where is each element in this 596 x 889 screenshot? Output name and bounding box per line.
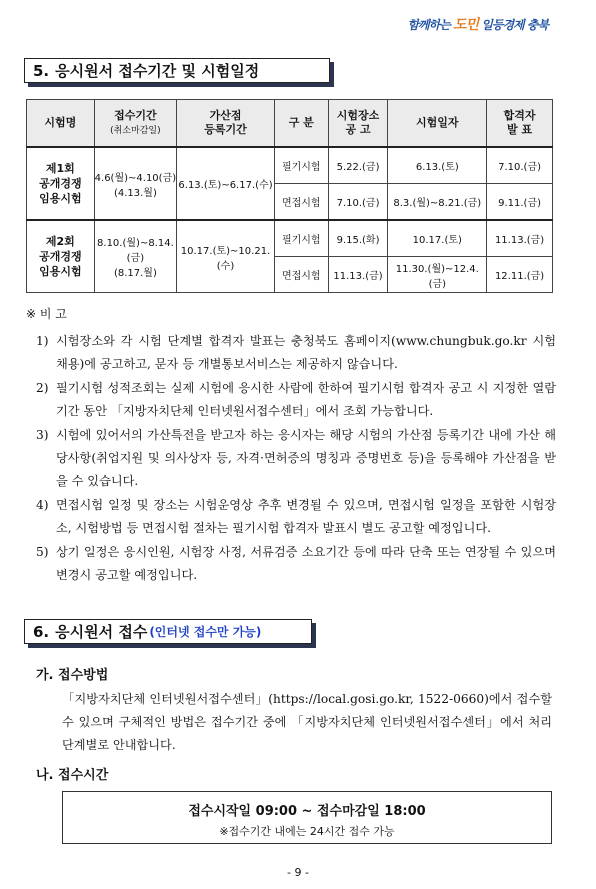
note-item: 2) 필기시험 성적조회는 실제 시험에 응시한 사람에 한하여 필기시험 합격자 공고 시 지정한 열람기간 동안 「지방자치단체 인터넷원서접수센터」에서 조회 가능합니다.	[36, 381, 556, 418]
application-time-box	[62, 791, 552, 844]
application-period-cell: 8.10.(월)~8.14.(금) (8.17.월)	[94, 220, 176, 293]
section-note: (인터넷 접수만 가능)	[149, 625, 262, 639]
notice-cell: 11.13.(금)	[328, 257, 388, 293]
logo-text-3: 일등경제	[478, 18, 527, 32]
result-cell: 9.11.(금)	[487, 184, 553, 221]
exam-date-cell: 10.17.(토)	[388, 220, 487, 257]
notice-cell: 5.22.(금)	[328, 147, 388, 184]
page-number: - 9 -	[287, 866, 309, 879]
application-time-note: ※접수기간 내에는 24시간 접수 가능	[219, 825, 395, 838]
logo-text-2: 도민	[453, 17, 479, 33]
exam-schedule-table	[26, 99, 553, 293]
subheading-time: 나. 접수시간	[36, 768, 109, 783]
header-logo	[407, 14, 548, 34]
table-header-row	[27, 100, 553, 148]
exam-name-cell: 제2회 공개경쟁 임용시험	[27, 220, 95, 293]
note-item: 1) 시험장소와 각 시험 단계별 합격자 발표는 충청북도 홈페이지(www.chungbuk.go.kr 시험 채용)에 공고하고, 문자 등 개별통보서비스는 제공하지 않습니다.	[36, 334, 556, 371]
header-result-announcement: 합격자 발 표	[487, 100, 553, 148]
logo-text-1: 함께하는	[407, 18, 454, 32]
result-cell: 12.11.(금)	[487, 257, 553, 293]
header-category: 구 분	[274, 100, 328, 148]
exam-date-cell: 8.3.(월)~8.21.(금)	[388, 184, 487, 221]
bonus-period-cell: 10.17.(토)~10.21.(수)	[177, 220, 275, 293]
section-6-heading	[24, 619, 312, 644]
result-cell: 11.13.(금)	[487, 220, 553, 257]
notes-list	[36, 330, 556, 588]
exam-date-cell: 6.13.(토)	[388, 147, 487, 184]
method-paragraph: 「지방자치단체 인터넷원서접수센터」(https://local.gosi.go.kr, 1522-0660)에서 접수할 수 있으며 구체적인 방법은 접수기간 중에 「지방자치단체 인터넷원서접수센터」에서 처리단계별로 안내합니다.	[62, 692, 552, 752]
section-number: 5.	[33, 61, 50, 80]
note-item: 5) 상기 일정은 응시인원, 시험장 사정, 서류검증 소요기간 등에 따라 단축 또는 연장될 수 있으며 변경시 공고할 예정입니다.	[36, 545, 556, 582]
header-exam-date: 시험일자	[388, 100, 487, 148]
notice-cell: 7.10.(금)	[328, 184, 388, 221]
header-venue-notice: 시험장소 공 고	[328, 100, 388, 148]
table-row	[27, 220, 553, 257]
subheading-method: 가. 접수방법	[36, 668, 109, 683]
header-bonus-period: 가산점 등록기간	[177, 100, 275, 148]
result-cell: 7.10.(금)	[487, 147, 553, 184]
notes-title: ※ 비 고	[26, 307, 67, 321]
exam-date-cell: 11.30.(월)~12.4.(금)	[388, 257, 487, 293]
exam-name-cell: 제1회 공개경쟁 임용시험	[27, 147, 95, 220]
section-5-heading	[24, 58, 330, 83]
application-period-cell: 4.6(월)~4.10(금) (4.13.월)	[94, 147, 176, 220]
category-cell: 면접시험	[274, 257, 328, 293]
note-item: 3) 시험에 있어서의 가산특전을 받고자 하는 응시자는 해당 시험의 가산점 등록기간 내에 가산 해당사항(취업지원 및 의사상자 등, 자격·면허증의 명칭과 증명번호 등)을 등록해야 가산점을 받을 수 있습니다.	[36, 428, 556, 488]
logo-text-4: 충북	[526, 18, 548, 32]
bonus-period-cell: 6.13.(토)~6.17.(수)	[177, 147, 275, 220]
table-row	[27, 147, 553, 184]
category-cell: 면접시험	[274, 184, 328, 221]
note-item: 4) 면접시험 일정 및 장소는 시험운영상 추후 변경될 수 있으며, 면접시험 일정을 포함한 시험장소, 시험방법 등 면접시험 절차는 필기시험 합격자 발표시 별도 공고할 예정입니다.	[36, 498, 556, 535]
section-number: 6.	[33, 622, 50, 641]
notice-cell: 9.15.(화)	[328, 220, 388, 257]
category-cell: 필기시험	[274, 147, 328, 184]
application-time-main: 접수시작일 09:00 ~ 접수마감일 18:00	[188, 804, 426, 819]
category-cell: 필기시험	[274, 220, 328, 257]
section-title: 응시원서 접수기간 및 시험일정	[55, 62, 260, 80]
header-exam-name: 시험명	[27, 100, 95, 148]
header-application-period: 접수기간 (취소마감일)	[94, 100, 176, 148]
section-title: 응시원서 접수	[55, 623, 148, 641]
